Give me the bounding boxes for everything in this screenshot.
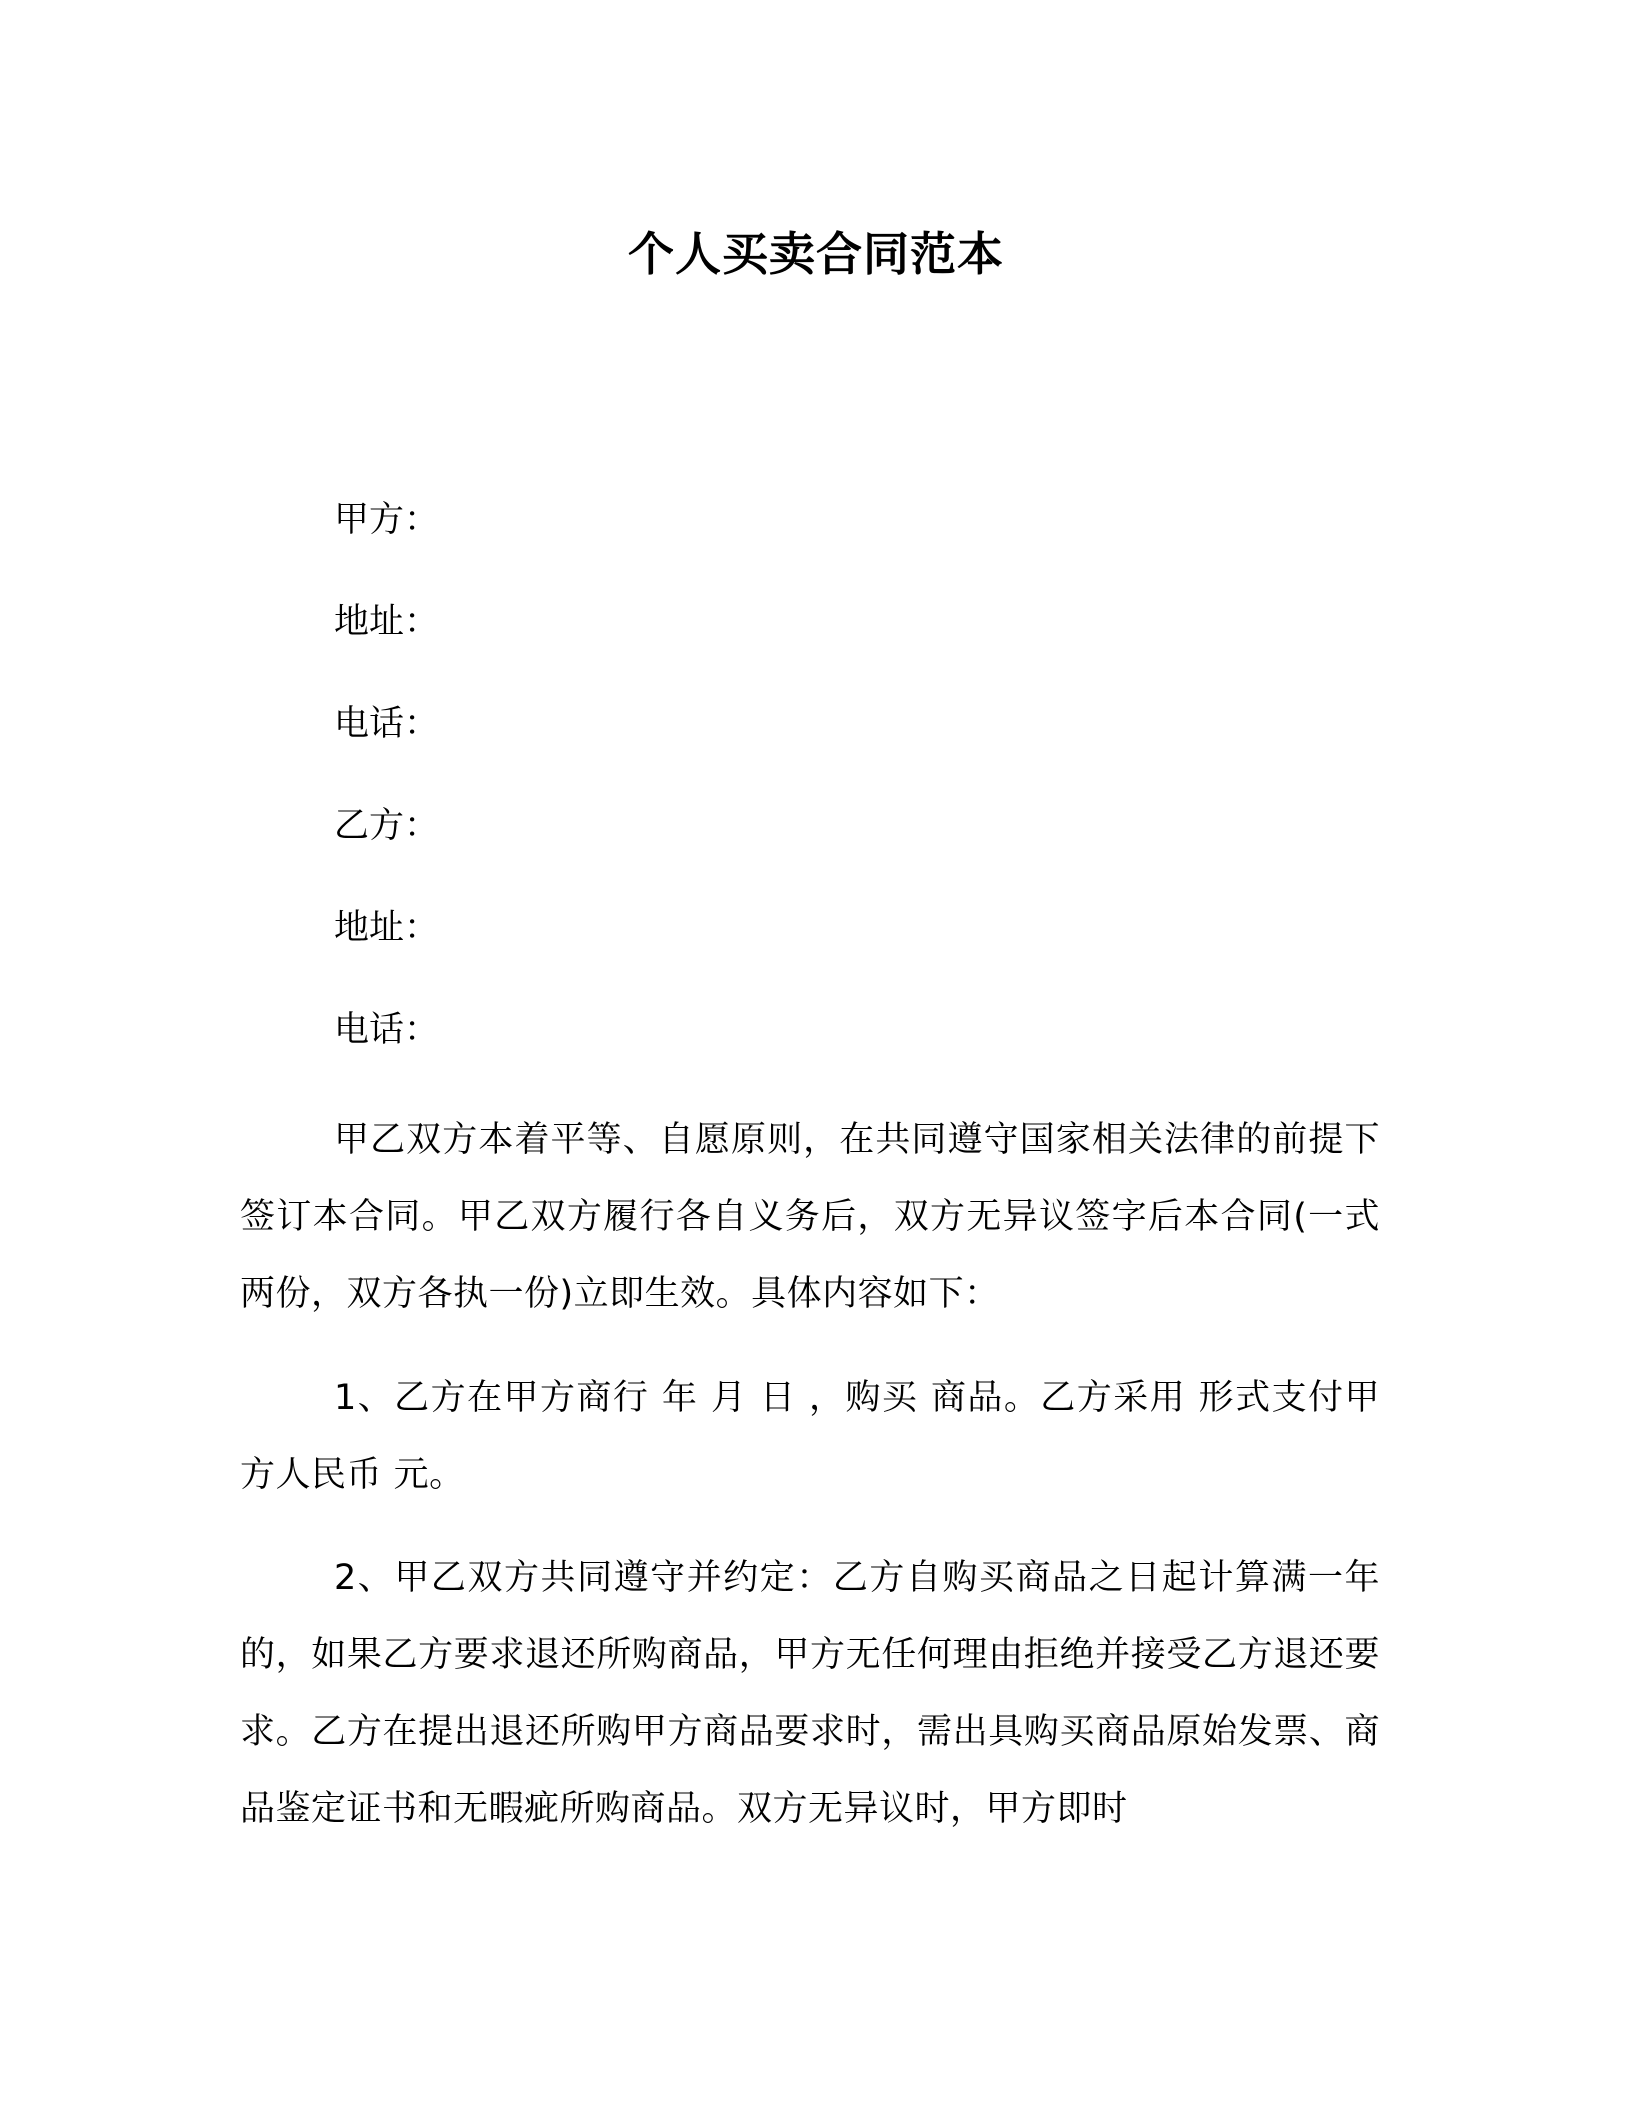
document-title: 个人买卖合同范本 xyxy=(628,227,1004,281)
party-b-label: 乙方： xyxy=(334,806,440,846)
party-a-phone-label: 电话： xyxy=(334,704,440,744)
party-a-label: 甲方： xyxy=(334,500,440,540)
intro-paragraph: 甲乙双方本着平等、自愿原则，在共同遵守国家相关法律的前提下签订本合同。甲乙双方履行各自义务后，双方无异议签字后本合同(一式两份，双方各执一份)立即生效。具体内容如下： xyxy=(240,1120,1380,1314)
clause-2-paragraph: 2、甲乙双方共同遵守并约定：乙方自购买商品之日起计算满一年的，如果乙方要求退还所购商品，甲方无任何理由拒绝并接受乙方退还要求。乙方在提出退还所购甲方商品要求时，需出具购买商品原始发票、商品鉴定证书和无暇疵所购商品。双方无异议时，甲方即时 xyxy=(240,1558,1380,1829)
party-b-phone-label: 电话： xyxy=(334,1010,440,1050)
clause-1-paragraph: 1、乙方在甲方商行 年 月 日 ，购买 商品。乙方采用 形式支付甲方人民币 元。 xyxy=(240,1378,1380,1495)
party-a-address-label: 地址： xyxy=(334,602,440,642)
party-b-address-label: 地址： xyxy=(334,908,440,948)
